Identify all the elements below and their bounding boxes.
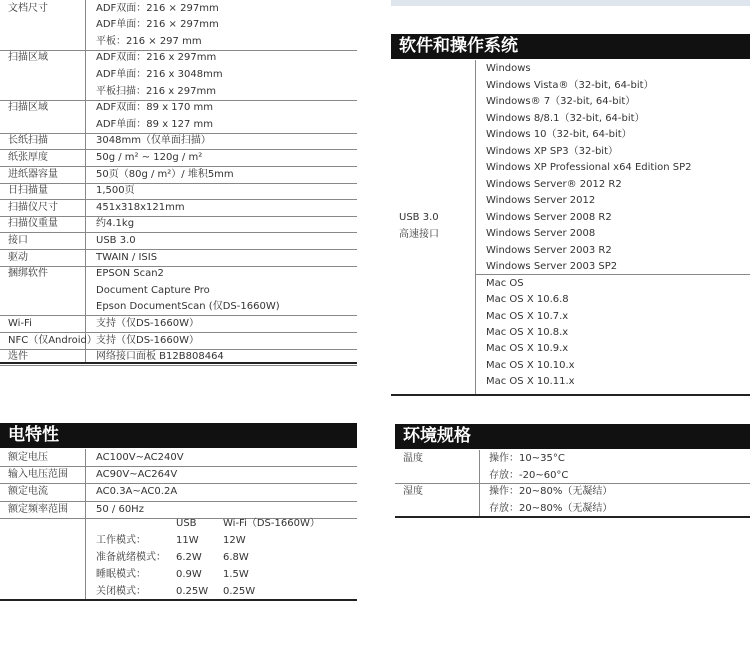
power-header-usb: USB [176,518,197,529]
spec-value: 451x318x121mm [96,201,185,213]
spec-value: 约4.1kg [96,218,135,230]
spec-value: ADF双面：216 x 297mm [96,52,217,64]
spec-value: TWAIN / ISIS [96,251,158,263]
spec-label: 捆绑软件 [8,268,48,280]
power-mode-label: 准备就绪模式： [96,552,166,563]
environment-value: 存放：-20~60°C [489,469,569,481]
os-windows-item: Windows Server 2003 R2 [486,244,612,256]
spec-label: Wi-Fi [8,317,32,329]
spec-label: 纸张厚度 [8,151,48,163]
os-mac-item: Mac OS X 10.11.x [486,375,575,387]
spec-value: 50页（80g / m²）/ 堆积5mm [96,168,234,180]
spec-value: ADF单面：216 × 297mm [96,19,219,31]
power-usb-value: 6.2W [176,552,202,563]
power-wifi-value: 0.25W [223,586,256,597]
power-wifi-value: 6.8W [223,552,249,563]
spec-value: 平板扫描：216 x 297mm [96,85,216,97]
row-divider [0,232,357,233]
os-mac-item: Mac OS X 10.6.8 [486,294,569,306]
os-windows-item: Windows [486,63,531,74]
electrical-value: AC100V~AC240V [96,452,184,463]
power-usb-value: 0.25W [176,586,209,597]
spec-value: ADF单面：89 x 127 mm [96,118,214,130]
electrical-label: 额定电压 [8,452,48,463]
os-mac-item: Mac OS X 10.8.x [486,326,569,338]
power-wifi-value: 1.5W [223,569,249,580]
spec-label: NFC（仅Android） [8,334,97,346]
electrical-table [0,449,357,605]
scanner-spec-table [0,0,357,368]
os-interface-label: USB 3.0 [399,212,439,223]
spec-value: 平板：216 × 297 mm [96,35,202,47]
spec-value: 3048mm（仅单面扫描） [96,135,211,147]
electrical-value: 50 / 60Hz [96,503,144,515]
power-usb-value: 0.9W [176,569,202,580]
row-divider [0,183,357,184]
electrical-value: AC90V~AC264V [96,469,178,481]
spec-value: ADF双面：89 x 170 mm [96,102,214,114]
environment-value: 操作：10~35°C [489,453,565,464]
spec-value: 支持（仅DS-1660W） [96,317,199,329]
row-divider [0,249,357,250]
spec-value: ADF单面：216 x 3048mm [96,68,223,80]
os-interface-sublabel: 高速接口 [399,229,439,240]
power-mode-label: 关闭模式： [96,586,146,597]
spec-value: ADF双面：216 × 297mm [96,2,219,14]
electrical-title: 电特性 [0,423,357,448]
os-mac-item: Mac OS [486,278,524,289]
row-divider [0,365,357,366]
spec-value: Document Capture Pro [96,284,210,296]
spec-label: 扫描区域 [8,52,48,64]
os-mac-item: Mac OS X 10.7.x [486,310,569,322]
os-windows-item: Windows XP SP3（32-bit） [486,145,618,157]
spec-label: 选件 [8,351,28,363]
environment-value: 操作：20~80%（无凝结） [489,486,613,497]
os-windows-item: Windows Vista®（32-bit, 64-bit） [486,79,654,91]
spec-label: 扫描仪尺寸 [8,201,58,213]
os-windows-item: Windows Server 2003 SP2 [486,261,618,272]
environment-label: 湿度 [403,486,423,497]
power-mode-label: 睡眠模式： [96,569,146,580]
os-windows-item: Windows 8/8.1（32-bit, 64-bit） [486,112,645,124]
spec-label: 进纸器容量 [8,168,58,180]
electrical-label: 额定电流 [8,486,48,498]
spec-value: 支持（仅DS-1660W） [96,334,199,346]
spec-value: 网络接口面板 B12B808464 [96,351,224,363]
spec-label: 文档尺寸 [8,2,48,14]
software-os-title: 软件和操作系统 [391,34,750,59]
os-windows-item: Windows Server 2008 [486,228,596,239]
environment-title: 环境规格 [395,424,750,449]
os-windows-item: Windows Server 2008 R2 [486,211,612,223]
power-wifi-value: 12W [223,535,246,546]
os-mac-item: Mac OS X 10.10.x [486,359,575,371]
spec-value: 50g / m² ~ 120g / m² [96,151,203,163]
os-windows-item: Windows® 7（32-bit, 64-bit） [486,96,636,107]
os-windows-item: Windows XP Professional x64 Edition SP2 [486,162,692,173]
software-os-table [391,60,750,398]
spec-value: Epson DocumentScan (仅DS-1660W) [96,301,280,313]
spec-value: EPSON Scan2 [96,268,164,280]
row-divider [0,483,357,484]
electrical-label: 输入电压范围 [8,469,68,481]
power-usb-value: 11W [176,535,199,546]
top-divider-bar [391,0,750,6]
spec-value: 1,500页 [96,185,135,197]
power-header-wifi: Wi-Fi（DS-1660W） [223,518,320,529]
power-mode-label: 工作模式： [96,535,146,546]
spec-value: USB 3.0 [96,234,136,246]
os-windows-item: Windows 10（32-bit, 64-bit） [486,129,632,140]
environment-table [395,450,750,522]
os-windows-item: Windows Server 2012 [486,195,596,206]
spec-label: 扫描仪重量 [8,218,58,230]
spec-label: 接口 [8,234,28,246]
spec-label: 日扫描量 [8,185,48,197]
row-divider [0,266,357,267]
environment-value: 存放：20~80%（无凝结） [489,502,613,514]
spec-label: 驱动 [8,251,28,263]
os-mac-item: Mac OS X 10.9.x [486,343,569,355]
spec-label: 长纸扫描 [8,135,48,147]
electrical-label: 额定频率范围 [8,503,68,515]
os-windows-item: Windows Server® 2012 R2 [486,178,622,190]
environment-label: 温度 [403,453,423,464]
electrical-value: AC0.3A~AC0.2A [96,486,178,498]
spec-label: 扫描区域 [8,102,48,114]
